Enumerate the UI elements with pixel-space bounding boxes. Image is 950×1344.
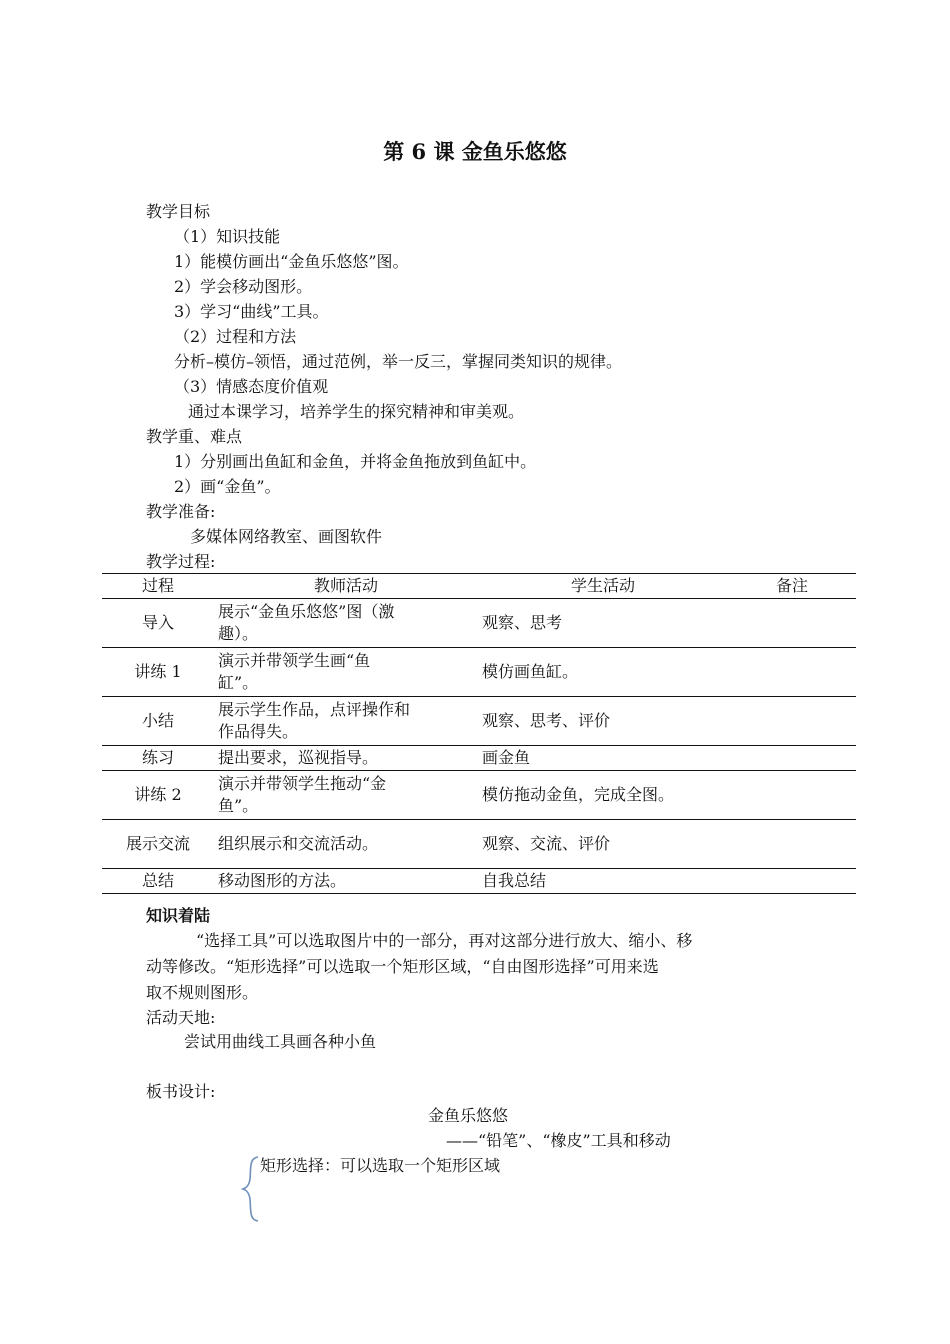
note-cell: [728, 648, 856, 697]
board-item: 矩形选择：可以选取一个矩形区域: [260, 1156, 501, 1175]
board-heading: 板书设计:: [146, 1082, 216, 1101]
stage-cell: 讲练 1: [102, 648, 214, 697]
goals-section-2: （2）过程和方法: [174, 327, 297, 346]
teacher-cell: 演示并带领学生拖动“金 鱼”。: [214, 771, 478, 820]
student-cell: 观察、交流、评价: [478, 820, 728, 869]
teacher-cell: 演示并带领学生画“鱼 缸”。: [214, 648, 478, 697]
knowledge-line: 动等修改。“矩形选择”可以选取一个矩形区域，“自由图形选择”可用来选: [146, 957, 659, 976]
page-title: 第 6 课 金鱼乐悠悠: [383, 139, 567, 164]
teacher-cell: 展示“金鱼乐悠悠”图（激 趣）。: [214, 599, 478, 648]
student-cell: 模仿拖动金鱼，完成全图。: [478, 771, 728, 820]
note-cell: [728, 599, 856, 648]
table-row: [102, 746, 856, 771]
board-title: 金鱼乐悠悠: [428, 1106, 509, 1125]
knowledge-line: 取不规则图形。: [146, 983, 259, 1002]
key-heading: 教学重、难点: [146, 427, 243, 446]
board-subtitle: ——“铅笔”、“橡皮”工具和移动: [446, 1131, 671, 1150]
prep-text: 多媒体网络教室、画图软件: [190, 527, 383, 546]
goals-item: 2）学会移动图形。: [174, 277, 313, 296]
table-header-row: [102, 574, 856, 599]
teacher-cell: 展示学生作品，点评操作和 作品得失。: [214, 697, 478, 746]
header-teacher: 教师活动: [214, 574, 478, 599]
knowledge-line: “选择工具”可以选取图片中的一部分，再对这部分进行放大、缩小、移: [196, 931, 693, 950]
prep-heading: 教学准备:: [146, 502, 216, 521]
student-cell: 模仿画鱼缸。: [478, 648, 728, 697]
table-row: [102, 599, 856, 648]
goals-heading: 教学目标: [146, 202, 211, 221]
stage-cell: 导入: [102, 599, 214, 648]
process-table: [102, 573, 856, 894]
student-cell: 画金鱼: [478, 746, 728, 771]
key-item: 2）画“金鱼”。: [174, 477, 281, 496]
note-cell: [728, 771, 856, 820]
note-cell: [728, 697, 856, 746]
goals-section-2-text: 分析–模仿–领悟，通过范例，举一反三，掌握同类知识的规律。: [174, 352, 623, 371]
header-note: 备注: [728, 574, 856, 599]
student-cell: 自我总结: [478, 869, 728, 894]
knowledge-heading: 知识着陆: [146, 906, 211, 925]
table-row: [102, 648, 856, 697]
brace-icon: [240, 1155, 262, 1223]
activity-heading: 活动天地:: [146, 1008, 216, 1027]
table-row: [102, 697, 856, 746]
stage-cell: 展示交流: [102, 820, 214, 869]
goals-section-3: （3）情感态度价值观: [174, 377, 329, 396]
teacher-cell: 移动图形的方法。: [214, 869, 478, 894]
activity-text: 尝试用曲线工具画各种小鱼: [184, 1032, 377, 1051]
table-row: [102, 820, 856, 869]
note-cell: [728, 869, 856, 894]
stage-cell: 小结: [102, 697, 214, 746]
student-cell: 观察、思考: [478, 599, 728, 648]
goals-section-3-text: 通过本课学习，培养学生的探究精神和审美观。: [188, 402, 525, 421]
header-student: 学生活动: [478, 574, 728, 599]
stage-cell: 讲练 2: [102, 771, 214, 820]
student-cell: 观察、思考、评价: [478, 697, 728, 746]
goals-item: 3）学习“曲线”工具。: [174, 302, 329, 321]
goals-item: 1）能模仿画出“金鱼乐悠悠”图。: [174, 252, 409, 271]
key-item: 1）分别画出鱼缸和金鱼，并将金鱼拖放到鱼缸中。: [174, 452, 537, 471]
stage-cell: 总结: [102, 869, 214, 894]
goals-section-1: （1）知识技能: [174, 227, 281, 246]
note-cell: [728, 746, 856, 771]
table-row: [102, 771, 856, 820]
teacher-cell: 组织展示和交流活动。: [214, 820, 478, 869]
process-heading: 教学过程:: [146, 552, 216, 571]
table-row: [102, 869, 856, 894]
note-cell: [728, 820, 856, 869]
stage-cell: 练习: [102, 746, 214, 771]
header-stage: 过程: [102, 574, 214, 599]
teacher-cell: 提出要求，巡视指导。: [214, 746, 478, 771]
